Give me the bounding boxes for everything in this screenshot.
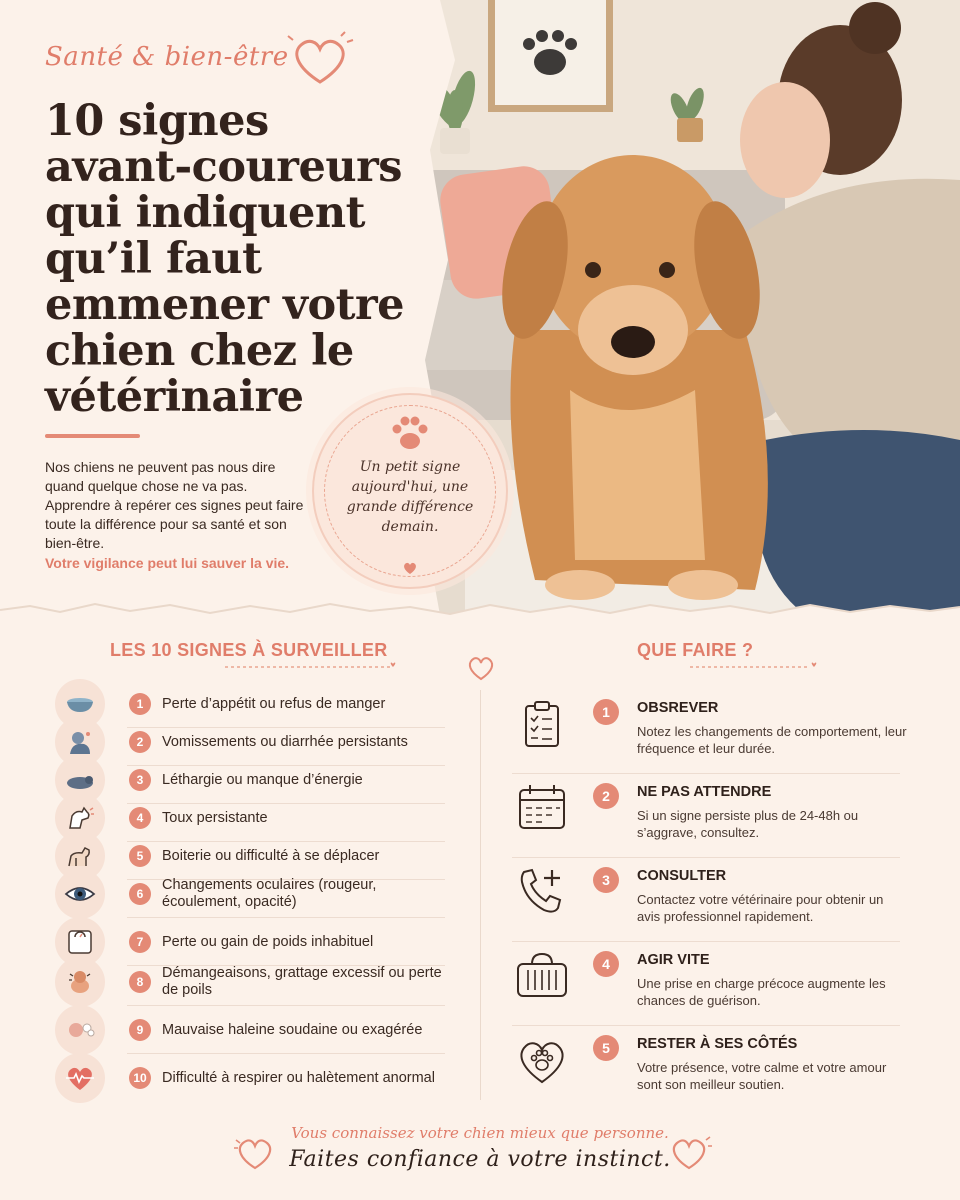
scratching-dog-icon (55, 957, 105, 1007)
calendar-icon (514, 780, 570, 836)
list-item (512, 1026, 907, 1110)
small-heart-icon (402, 561, 418, 575)
list-item (55, 1008, 450, 1052)
torn-paper-edge (0, 596, 960, 630)
sign-label: Perte ou gain de poids inhabituel (162, 933, 374, 950)
list-item (55, 872, 450, 916)
sign-label: Changements oculaires (rougeur, écoulement, opacité) (162, 877, 377, 910)
sign-label: Toux persistante (162, 809, 268, 826)
heart-icon (465, 654, 497, 682)
sign-label: Mauvaise haleine soudaine ou exagérée (162, 1021, 423, 1038)
sign-label: Démangeaisons, grattage excessif ou perte de poils (162, 965, 442, 998)
step-description: Votre présence, votre calme et votre amour sont son meilleur soutien. (637, 1060, 887, 1092)
footer-tagline: Vous connaissez votre chien mieux que personne. (291, 1124, 669, 1142)
step-description: Une prise en charge précoce augmente les chances de guérison. (637, 976, 886, 1008)
sign-label: Boiterie ou difficulté à se déplacer (162, 847, 380, 864)
list-item (512, 690, 907, 774)
row-divider (127, 1005, 445, 1006)
heading-ornament (690, 660, 825, 674)
step-title: NE PAS ATTENDRE (637, 784, 772, 800)
step-number: 2 (593, 783, 619, 809)
step-description: Si un signe persiste plus de 24-48h ou s’aggrave, consultez. (637, 808, 859, 840)
column-divider (480, 690, 481, 1100)
step-description: Contactez votre vétérinaire pour obtenir un avis professionnel rapidement. (637, 892, 884, 924)
pet-carrier-icon (514, 948, 570, 1004)
call-to-action-text: Votre vigilance peut lui sauver la vie. (45, 555, 290, 571)
clipboard-icon (514, 696, 570, 752)
what-to-do-heading: QUE FAIRE ? (637, 640, 754, 660)
quote-text: Un petit signe aujourd'hui, une grande différence demain. (346, 459, 474, 535)
sign-number: 10 (129, 1067, 151, 1089)
sign-number: 4 (129, 807, 151, 829)
heart-icon (285, 30, 355, 90)
eye-icon (55, 869, 105, 919)
step-title: OBSREVER (637, 700, 719, 716)
row-divider (127, 917, 445, 918)
sign-number: 5 (129, 845, 151, 867)
sign-number: 6 (129, 883, 151, 905)
heart-paw-icon (514, 1032, 570, 1088)
step-title: CONSULTER (637, 868, 727, 884)
sign-label: Perte d’appétit ou refus de manger (162, 695, 386, 712)
list-item (55, 960, 450, 1004)
list-item (55, 1056, 450, 1100)
phone-medical-icon (514, 864, 570, 920)
step-number: 3 (593, 867, 619, 893)
sign-number: 1 (129, 693, 151, 715)
bad-breath-icon (55, 1005, 105, 1055)
heart-icon (666, 1132, 712, 1174)
step-description: Notez les changements de comportement, leur fréquence et leur durée. (637, 724, 907, 756)
page-title: 10 signes avant-coureurs qui indiquent qu’il faut emmener votre chien chez le vétérinaire (45, 96, 404, 422)
sign-label: Vomissements ou diarrhée persistants (162, 733, 408, 750)
list-item (512, 774, 907, 858)
signs-heading: LES 10 SIGNES À SURVEILLER (110, 640, 388, 660)
step-number: 4 (593, 951, 619, 977)
intro-paragraph: Nos chiens ne peuvent pas nous dire quand quelque chose ne va pas. Apprendre à repérer ces signes peut faire toute la différence pour sa santé et son bien-être. (45, 459, 304, 551)
step-title: RESTER À SES CÔTÉS (637, 1036, 798, 1052)
row-divider (127, 1053, 445, 1054)
step-number: 5 (593, 1035, 619, 1061)
sign-number: 9 (129, 1019, 151, 1041)
sign-label: Difficulté à respirer ou halètement anormal (162, 1069, 435, 1086)
sign-label: Léthargie ou manque d’énergie (162, 771, 363, 788)
paw-icon (389, 413, 431, 453)
heading-ornament (225, 660, 405, 674)
step-number: 1 (593, 699, 619, 725)
sign-number: 7 (129, 931, 151, 953)
list-item (512, 858, 907, 942)
list-item (512, 942, 907, 1026)
sign-number: 8 (129, 971, 151, 993)
title-underline (45, 434, 140, 438)
footer-message: Faites confiance à votre instinct. (289, 1147, 671, 1172)
step-title: AGIR VITE (637, 952, 710, 968)
list-item (55, 920, 450, 964)
kicker-text: Santé & bien-être (45, 42, 289, 72)
sign-number: 3 (129, 769, 151, 791)
heartbeat-icon (55, 1053, 105, 1103)
quote-badge (312, 393, 508, 589)
sign-number: 2 (129, 731, 151, 753)
